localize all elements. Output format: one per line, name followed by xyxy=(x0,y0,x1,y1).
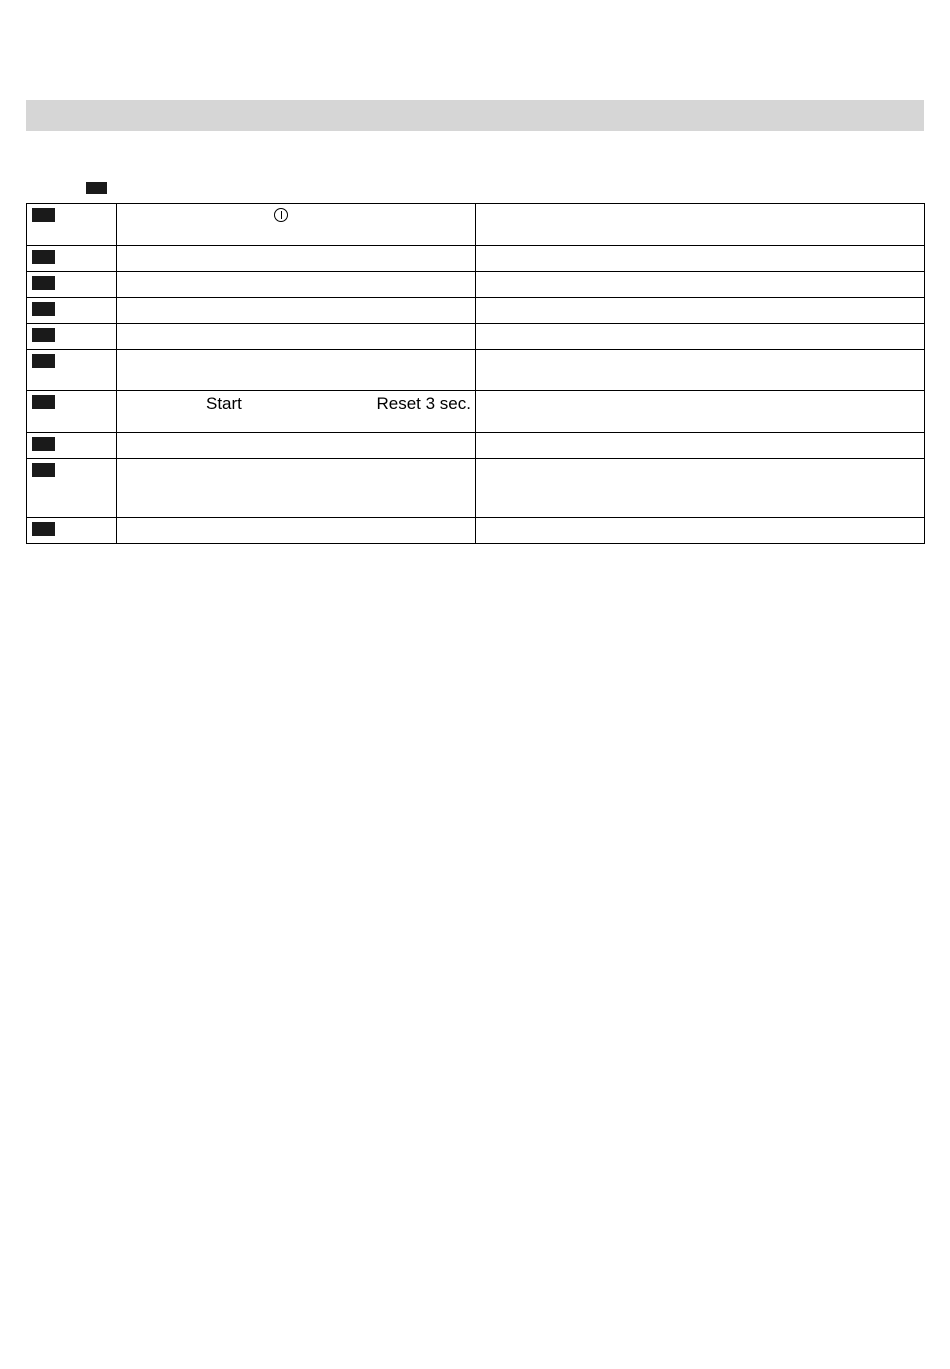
table-row xyxy=(27,433,925,459)
function-cell xyxy=(117,459,476,518)
description-cell xyxy=(476,350,925,391)
key-cell xyxy=(27,246,117,272)
function-cell xyxy=(117,324,476,350)
description-cell xyxy=(476,298,925,324)
function-cell xyxy=(117,518,476,544)
key-cell xyxy=(27,518,117,544)
key-box xyxy=(32,354,55,368)
key-cell xyxy=(27,350,117,391)
key-box xyxy=(32,395,55,409)
key-cell xyxy=(27,433,117,459)
function-cell xyxy=(117,246,476,272)
key-box xyxy=(32,276,55,290)
description-cell xyxy=(476,518,925,544)
key-cell xyxy=(27,298,117,324)
function-cell xyxy=(117,272,476,298)
table-row xyxy=(27,350,925,391)
description-cell xyxy=(476,272,925,298)
table-row xyxy=(27,298,925,324)
table-row xyxy=(27,459,925,518)
description-cell xyxy=(476,246,925,272)
reset-label: Reset 3 sec. xyxy=(376,394,471,413)
table-row xyxy=(27,391,925,433)
function-cell xyxy=(117,298,476,324)
table-row xyxy=(27,272,925,298)
description-cell xyxy=(476,433,925,459)
function-cell xyxy=(117,433,476,459)
key-box xyxy=(32,302,55,316)
table-row xyxy=(27,324,925,350)
description-cell xyxy=(476,459,925,518)
legend-key-box xyxy=(86,182,107,194)
key-cell xyxy=(27,324,117,350)
key-cell xyxy=(27,459,117,518)
table-row xyxy=(27,204,925,246)
power-icon xyxy=(274,208,288,222)
key-box xyxy=(32,250,55,264)
description-cell xyxy=(476,391,925,433)
key-box xyxy=(32,437,55,451)
start-label: Start xyxy=(206,394,242,413)
function-cell xyxy=(117,350,476,391)
table-row xyxy=(27,518,925,544)
key-cell xyxy=(27,204,117,246)
key-box xyxy=(32,328,55,342)
key-cell xyxy=(27,272,117,298)
description-cell xyxy=(476,324,925,350)
section-header-band xyxy=(26,100,924,131)
key-box xyxy=(32,463,55,477)
key-box xyxy=(32,208,55,222)
key-cell xyxy=(27,391,117,433)
table-row xyxy=(27,246,925,272)
function-cell xyxy=(117,204,476,246)
settings-table xyxy=(26,203,925,544)
function-cell xyxy=(117,391,476,433)
key-box xyxy=(32,522,55,536)
description-cell xyxy=(476,204,925,246)
